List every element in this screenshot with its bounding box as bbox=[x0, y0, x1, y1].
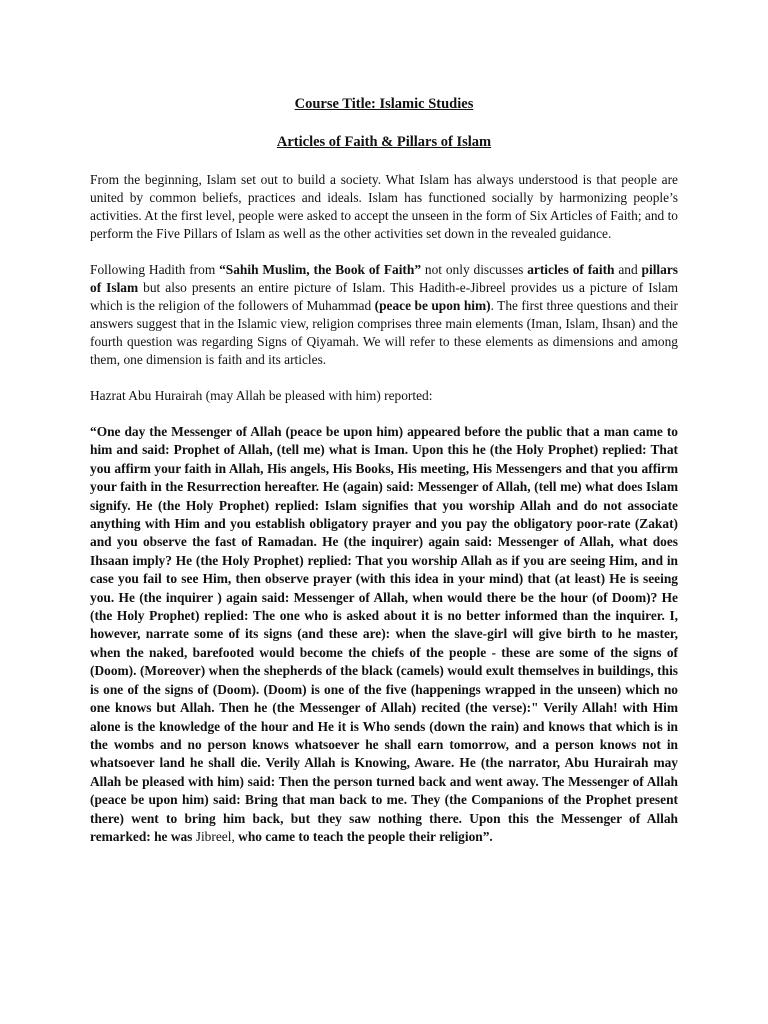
text-segment: . The first three questions and their answers suggest that in the Islamic view, religion comprises three main elements (Iman, Islam, Ihsan) and the fourth question was regarding Signs of Qiyamah. We will refer to these elements as dimensions and among them, one dimension is faith and its articles. bbox=[90, 298, 678, 367]
book-reference: “Sahih Muslim, the Book of Faith” bbox=[219, 262, 422, 277]
bold-honorific: (peace be upon him) bbox=[374, 298, 491, 313]
bold-term-articles: articles of faith bbox=[527, 262, 615, 277]
text-segment: Following Hadith from bbox=[90, 262, 220, 277]
text-segment: not only discusses bbox=[421, 262, 528, 277]
intro-paragraph: From the beginning, Islam set out to build a society. What Islam has always understood is that people are united by common beliefs, practices and ideals. Islam has functioned socially by harmonizing people’s activities. At the first level, people were asked to accept the unseen in the form of Six Articles of Faith; and to perform the Five Pillars of Islam as well as the other activities set down in the revealed guidance. bbox=[90, 172, 678, 241]
text-segment: but also presents an entire picture of Islam. This Hadith-e-Jibreel provides us a picture of Islam which is the religion of the followers of Muhammad bbox=[90, 280, 678, 313]
hadith-main: “One day the Messenger of Allah (peace be upon him) appeared before the public that a man came to him and said: Prophet of Allah, (tell me) what is Iman. Upon this he (the Holy Prophet) replied: That you affirm your faith in Allah, His angels, His Books, His meeting, His Messengers and that you affirm your faith in the Resurrection hereafter. He (again) said: Messenger of Allah, (tell me) what does Islam signify. He (the Holy Prophet) replied: Islam signifies that you worship Allah and do not associate anything with Him and you establish obligatory prayer and you pay the obligatory poor-rate (Zakat) and you observe the fast of Ramadan. He (the inquirer) again said: Messenger of Allah, what does Ihsaan imply? He (the Holy Prophet) replied: That you worship Allah as if you are seeing Him, and in case you fail to see Him, then observe prayer (with this idea in your mind) that (at least) He is seeing you. He (the inquirer ) again said: Messenger of Allah, when would there be the hour (of Doom)? He (the Holy Prophet) replied: The one who is asked about it is no better informed than the inquirer. I, however, narrate some of its signs (and these are): when the slave-girl will give birth to he master, when the naked, barefooted would become the chiefs of the people - these are some of the signs of (Doom). (Moreover) when the shepherds of the black (camels) would exult themselves in buildings, this is one of the signs of (Doom). (Doom) is one of the five (happenings wrapped in the unseen) which no one knows but Allah. Then he (the Messenger of Allah) recited (the verse):" Verily Allah! with Him alone is the knowledge of the hour and He it is Who sends (down the rain) and knows that which is in the wombs and no person knows whatsoever he shall earn tomorrow, and a person knows not in whatsoever land he shall die. Verily Allah is Knowing, Aware. He (the narrator, Abu Hurairah may Allah be pleased with him) said: Then the person turned back and went away. The Messenger of Allah (peace be upon him) said: Bring that man back to me. They (the Companions of the Prophet present there) went to bring him back, but they saw nothing there. Upon this the Messenger of Allah remarked: he was bbox=[90, 424, 678, 844]
hadith-intro-paragraph bbox=[90, 261, 678, 369]
course-title: Course Title: Islamic Studies bbox=[294, 96, 474, 112]
hadith-end: who came to teach the people their religion”. bbox=[234, 828, 493, 844]
text-segment: and bbox=[614, 262, 642, 277]
document-page bbox=[90, 95, 678, 864]
hadith-plain-word: Jibreel, bbox=[195, 828, 235, 844]
hadith-text bbox=[90, 423, 678, 846]
narrator-line: Hazrat Abu Hurairah (may Allah be pleased with him) reported: bbox=[90, 388, 433, 403]
bold-term-pillars: pillars of Islam bbox=[90, 262, 678, 295]
document-subtitle: Articles of Faith & Pillars of Islam bbox=[276, 134, 492, 150]
